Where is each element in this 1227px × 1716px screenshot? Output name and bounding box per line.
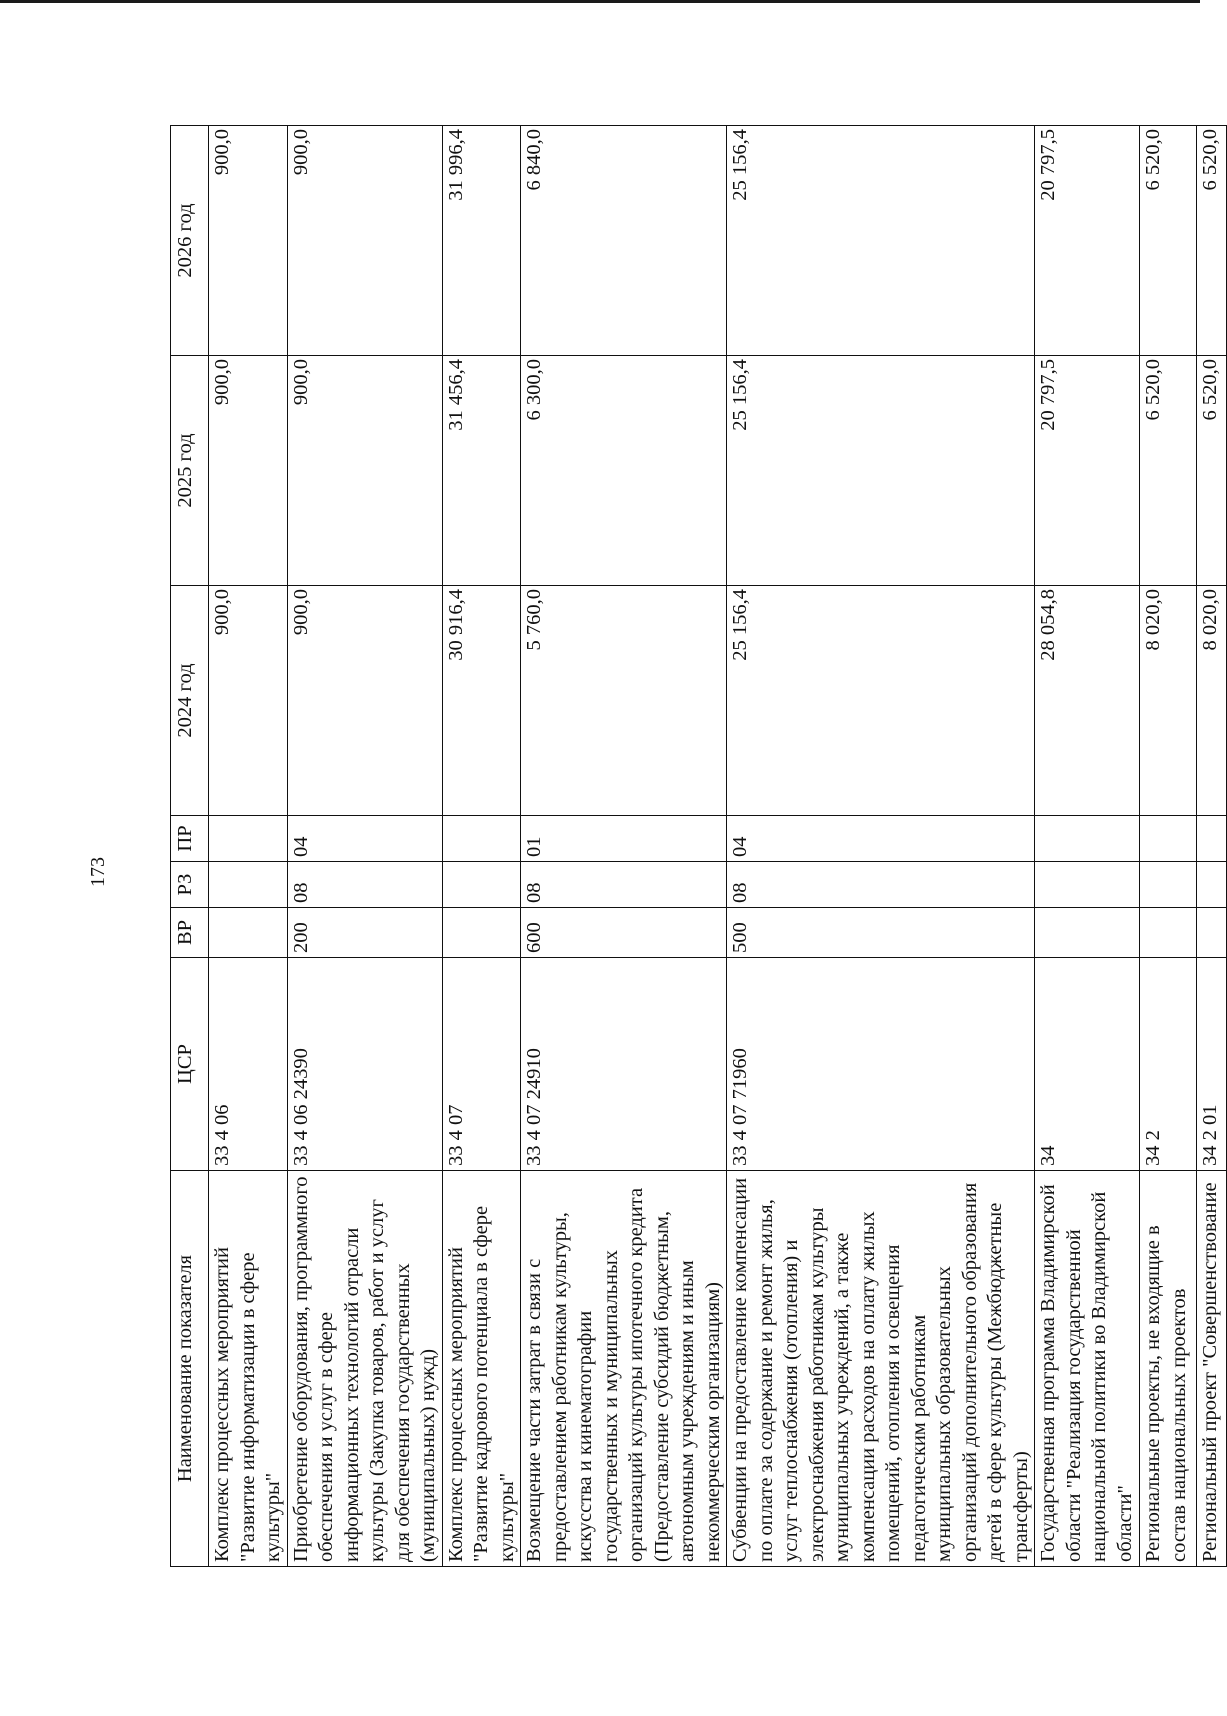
row-vr xyxy=(442,908,521,958)
row-rz: 08 xyxy=(287,862,442,908)
header-pr: ПР xyxy=(171,816,209,862)
row-2026: 25 156,4 xyxy=(727,126,1035,356)
row-2025: 31 456,4 xyxy=(442,356,521,586)
row-csr: 34 2 xyxy=(1140,958,1197,1171)
row-2025: 20 797,5 xyxy=(1035,356,1140,586)
row-rz xyxy=(1035,862,1140,908)
row-pr xyxy=(1140,816,1197,862)
row-name: Приобретение оборудования, программного обеспечения и услуг в сфере информационных технологий отрасли культуры (Закупка товаров, работ и услуг для обеспечения государственных (муниципальных) нужд) xyxy=(287,1171,442,1567)
row-2026: 6 520,0 xyxy=(1197,126,1227,356)
row-pr: 01 xyxy=(521,816,727,862)
table-header-row xyxy=(171,126,209,1567)
header-vr: ВР xyxy=(171,908,209,958)
row-rz xyxy=(1197,862,1227,908)
row-csr: 34 2 01 xyxy=(1197,958,1227,1171)
row-2026: 900,0 xyxy=(209,126,288,356)
row-csr: 33 4 07 xyxy=(442,958,521,1171)
row-vr xyxy=(209,908,288,958)
row-2024: 900,0 xyxy=(287,586,442,816)
row-2026: 6 840,0 xyxy=(521,126,727,356)
row-name: Комплекс процессных мероприятий "Развитие информатизации в сфере культуры" xyxy=(209,1171,288,1567)
row-2025: 6 520,0 xyxy=(1197,356,1227,586)
row-rz xyxy=(1140,862,1197,908)
header-2026: 2026 год xyxy=(171,126,209,356)
page-number: 173 xyxy=(87,857,109,887)
row-rz: 08 xyxy=(727,862,1035,908)
table-row xyxy=(209,126,288,1567)
row-rz xyxy=(442,862,521,908)
table-row xyxy=(1197,126,1227,1567)
row-2026: 20 797,5 xyxy=(1035,126,1140,356)
row-vr xyxy=(1140,908,1197,958)
row-2024: 8 020,0 xyxy=(1197,586,1227,816)
header-2024: 2024 год xyxy=(171,586,209,816)
row-name: Региональный проект "Совершенствование xyxy=(1197,1171,1227,1567)
row-2025: 6 300,0 xyxy=(521,356,727,586)
row-2025: 900,0 xyxy=(287,356,442,586)
table-row xyxy=(442,126,521,1567)
row-2024: 5 760,0 xyxy=(521,586,727,816)
row-csr: 33 4 07 24910 xyxy=(521,958,727,1171)
row-vr xyxy=(1035,908,1140,958)
row-vr xyxy=(1197,908,1227,958)
row-name: Комплекс процессных мероприятий "Развитие кадрового потенциала в сфере культуры" xyxy=(442,1171,521,1567)
row-pr xyxy=(1197,816,1227,862)
row-2024: 25 156,4 xyxy=(727,586,1035,816)
row-2024: 900,0 xyxy=(209,586,288,816)
row-2025: 25 156,4 xyxy=(727,356,1035,586)
row-csr: 34 xyxy=(1035,958,1140,1171)
row-2026: 900,0 xyxy=(287,126,442,356)
row-vr: 600 xyxy=(521,908,727,958)
row-csr: 33 4 07 71960 xyxy=(727,958,1035,1171)
table-row xyxy=(287,126,442,1567)
row-name: Государственная программа Владимирской области "Реализация государственной национальной политики во Владимирской области" xyxy=(1035,1171,1140,1567)
row-pr xyxy=(442,816,521,862)
row-pr: 04 xyxy=(727,816,1035,862)
row-pr: 04 xyxy=(287,816,442,862)
header-rz: РЗ xyxy=(171,862,209,908)
row-pr xyxy=(1035,816,1140,862)
table-row xyxy=(1140,126,1197,1567)
budget-table-container xyxy=(170,126,1221,1567)
scan-edge-line xyxy=(0,0,1200,3)
row-2026: 31 996,4 xyxy=(442,126,521,356)
row-name: Субвенции на предоставление компенсации по оплате за содержание и ремонт жилья, услуг теплоснабжения (отопления) и электроснабжения работникам культуры муниципальных учреждений, а также компенсации расходов на оплату жилых помещений, отопления и освещения педагогическим работникам муниципальных образовательных организаций дополнительного образования детей в сфере культуры (Межбюджетные трансферты) xyxy=(727,1171,1035,1567)
row-pr xyxy=(209,816,288,862)
row-2025: 6 520,0 xyxy=(1140,356,1197,586)
row-2026: 6 520,0 xyxy=(1140,126,1197,356)
row-vr: 200 xyxy=(287,908,442,958)
header-2025: 2025 год xyxy=(171,356,209,586)
row-rz: 08 xyxy=(521,862,727,908)
budget-table xyxy=(170,125,1227,1567)
header-csr: ЦСР xyxy=(171,958,209,1171)
row-2025: 900,0 xyxy=(209,356,288,586)
row-2024: 30 916,4 xyxy=(442,586,521,816)
row-2024: 28 054,8 xyxy=(1035,586,1140,816)
table-row xyxy=(521,126,727,1567)
row-csr: 33 4 06 xyxy=(209,958,288,1171)
header-name: Наименование показателя xyxy=(171,1171,209,1567)
row-vr: 500 xyxy=(727,908,1035,958)
row-name: Региональные проекты, не входящие в состав национальных проектов xyxy=(1140,1171,1197,1567)
row-2024: 8 020,0 xyxy=(1140,586,1197,816)
row-name: Возмещение части затрат в связи с предоставлением работникам культуры, искусства и кинематографии государственных и муниципальных организаций культуры ипотечного кредита (Предоставление субсидий бюджетным, автономным учреждениям и иным некоммерческим организациям) xyxy=(521,1171,727,1567)
table-row xyxy=(1035,126,1140,1567)
table-row xyxy=(727,126,1035,1567)
row-csr: 33 4 06 24390 xyxy=(287,958,442,1171)
row-rz xyxy=(209,862,288,908)
